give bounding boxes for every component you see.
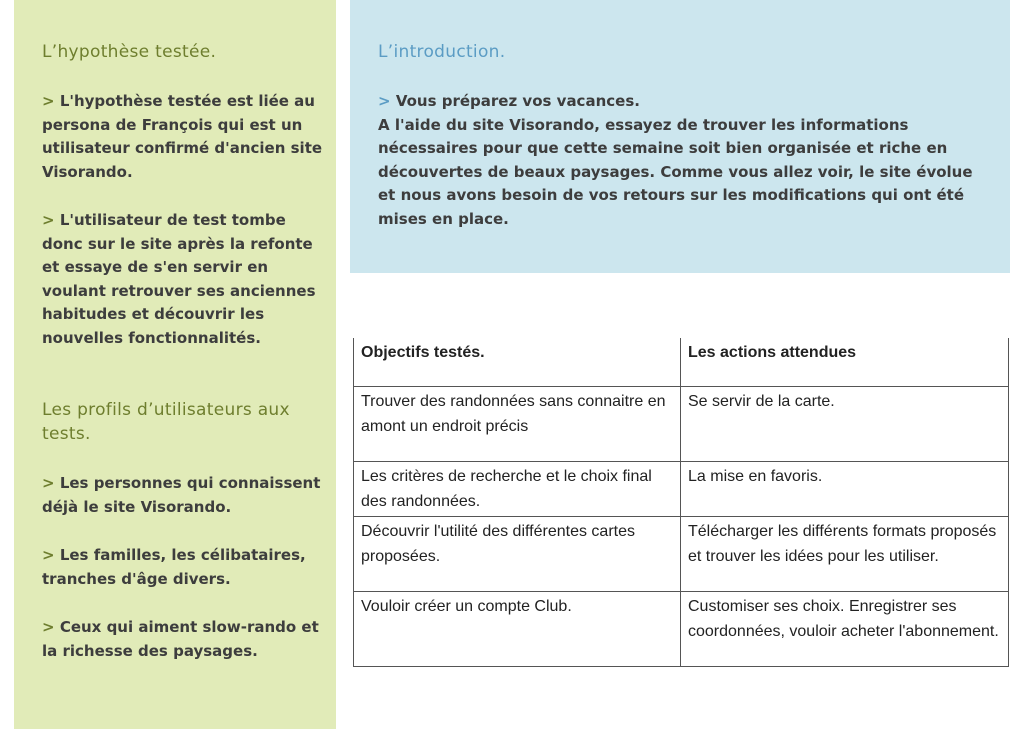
table-cell-action: Télécharger les différents formats proposés et trouver les idées pour les utiliser. [681, 517, 1009, 592]
table-cell-action: La mise en favoris. [681, 462, 1009, 517]
table-row [354, 517, 1009, 592]
hypothesis-text-2: L'utilisateur de test tombe donc sur le site après la refonte et essaye de s'en servir en voulant retrouver ses anciennes habitudes et découvrir les nouvelles fonctionnalités. [42, 211, 316, 347]
intro-lead: Vous préparez vos vacances. [395, 92, 640, 110]
table-cell-objective: Trouver des randonnées sans connaitre en amont un endroit précis [354, 387, 681, 462]
profile-item-1 [42, 472, 327, 519]
profile-text-3: Ceux qui aiment slow-rando et la richesse des paysages. [42, 618, 319, 660]
intro-paragraph [378, 90, 988, 231]
table-cell-objective: Vouloir créer un compte Club. [354, 592, 681, 667]
table-row [354, 462, 1009, 517]
profile-item-2 [42, 544, 327, 591]
table-cell-objective: Découvrir l'utilité des différentes cartes proposées. [354, 517, 681, 592]
intro-title: L’introduction. [378, 42, 506, 62]
hypothesis-title: L’hypothèse testée. [42, 42, 217, 62]
profiles-title: Les profils d’utilisateurs aux tests. [42, 400, 290, 444]
intro-body: A l'aide du site Visorando, essayez de trouver les informations nécessaires pour que cette semaine soit bien organisée et riche en découvertes de beaux paysages. Comme vous allez voir, le site évolue et nous avons besoin de vos retours sur les modifications qui ont été mises en place. [378, 115, 973, 228]
table-cell-action: Customiser ses choix. Enregistrer ses coordonnées, vouloir acheter l'abonnement. [681, 592, 1009, 667]
bullet-arrow-icon: > [42, 618, 55, 636]
profile-text-1: Les personnes qui connaissent déjà le site Visorando. [42, 474, 321, 516]
hypothesis-paragraph-2 [42, 209, 327, 350]
objectives-table [353, 338, 1009, 667]
bullet-arrow-icon: > [42, 546, 55, 564]
table-row [354, 592, 1009, 667]
profile-item-3 [42, 616, 327, 663]
hypothesis-paragraph-1 [42, 90, 327, 184]
table-row [354, 387, 1009, 462]
hypothesis-text-1: L'hypothèse testée est liée au persona de François qui est un utilisateur confirmé d'ancien site Visorando. [42, 92, 323, 181]
table-header-row [354, 338, 1009, 387]
table-header-actions: Les actions attendues [681, 338, 1009, 387]
profile-text-2: Les familles, les célibataires, tranches d'âge divers. [42, 546, 306, 588]
bullet-arrow-icon: > [378, 92, 391, 110]
table-header-objectives: Objectifs testés. [354, 338, 681, 387]
bullet-arrow-icon: > [42, 474, 55, 492]
table-cell-action: Se servir de la carte. [681, 387, 1009, 462]
bullet-arrow-icon: > [42, 211, 55, 229]
bullet-arrow-icon: > [42, 92, 55, 110]
table-cell-objective: Les critères de recherche et le choix final des randonnées. [354, 462, 681, 517]
